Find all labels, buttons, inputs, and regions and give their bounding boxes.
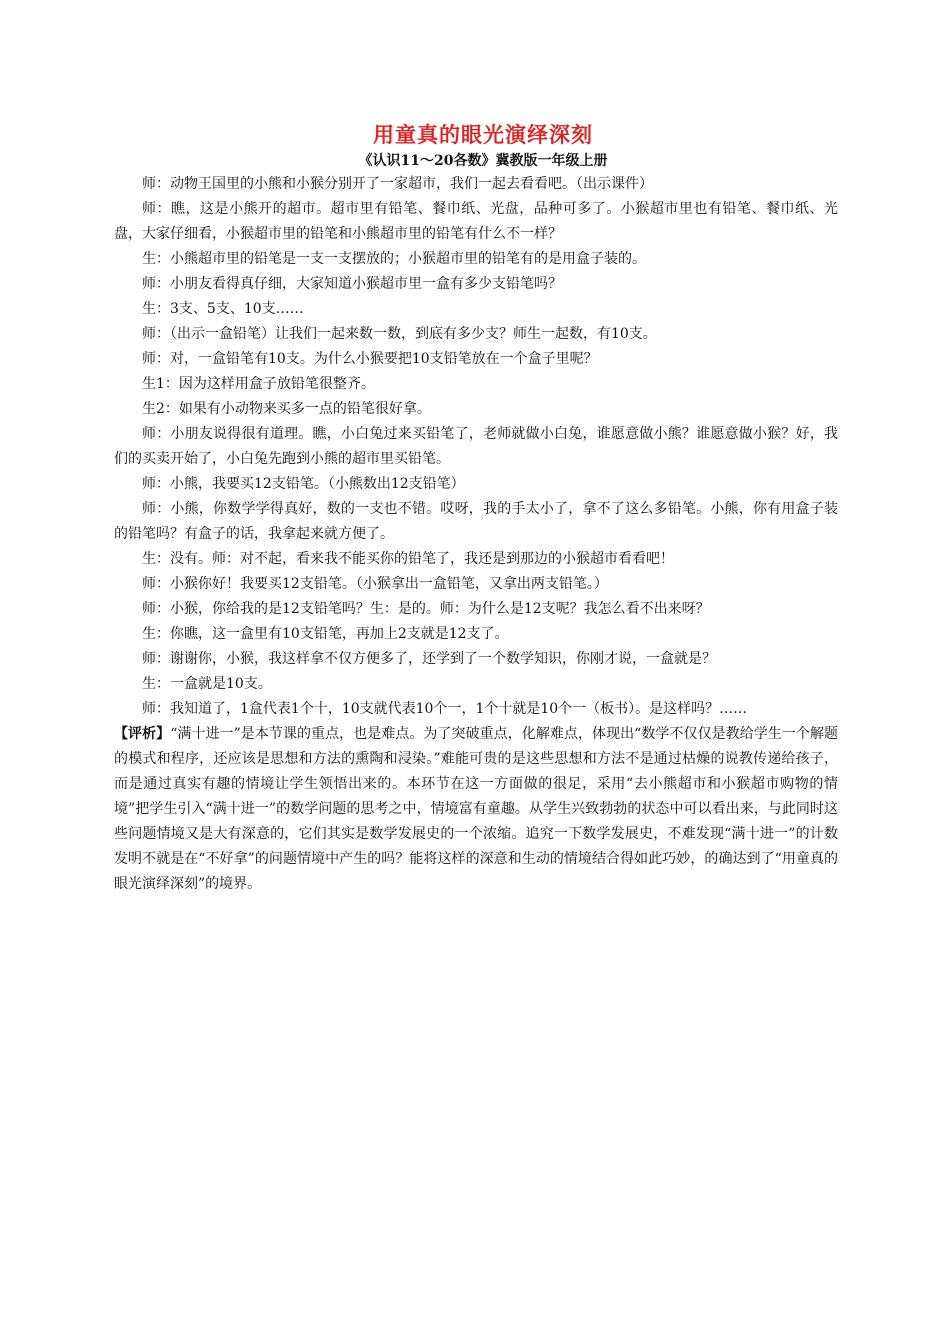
paragraph: 师：小熊，我要买12支铅笔。（小熊数出12支铅笔） [142,476,465,492]
paragraph: 师：小熊，你数学学得真好，数的一支也不错。哎呀，我的手太小了，拿不了这么多铅笔。小熊，你有用盒子装的铅笔吗？有盒子的话，我拿起来就方便了。 [114,501,838,542]
paragraph: 师：我知道了，1盒代表1个十，10支就代表10个一，1个十就是10个一（板书）。是这样吗？…… [142,701,748,717]
paragraph: 师：小猴你好！我要买12支铅笔。（小猴拿出一盒铅笔，又拿出两支铅笔。） [142,576,608,592]
paragraph: 生：一盒就是10支。 [142,676,272,692]
paragraph: 师：小猴，你给我的是12支铅笔吗？生：是的。师：为什么是12支呢？我怎么看不出来呀？ [142,601,710,617]
paragraph: 师：（出示一盒铅笔）让我们一起来数一数，到底有多少支？师生一起数，有10支。 [142,326,657,342]
paragraph: 生：3支、5支、10支…… [142,301,304,317]
paragraph: 师：对，一盒铅笔有10支。为什么小猴要把10支铅笔放在一个盒子里呢？ [142,351,598,367]
paragraph: 师：谢谢你，小猴，我这样拿不仅方便多了，还学到了一个数学知识，你刚才说，一盒就是？ [142,651,716,667]
paragraph: 生：小熊超市里的铅笔是一支一支摆放的；小猴超市里的铅笔有的是用盒子装的。 [142,251,646,267]
document-subtitle: 《认识11～20各数》冀教版一年级上册 [358,153,608,169]
commentary-tag: 【评析】 [114,726,171,742]
document-title: 用童真的眼光演绎深刻 [373,122,593,147]
paragraph: 生：你瞧，这一盒里有10支铅笔，再加上2支就是12支了。 [142,626,509,642]
paragraph: 生2：如果有小动物来买多一点的铅笔很好拿。 [142,401,431,417]
paragraph: 生：没有。师：对不起，看来我不能买你的铅笔了，我还是到那边的小猴超市看看吧！ [142,551,674,567]
commentary [114,722,838,897]
paragraph: 生1：因为这样用盒子放铅笔很整齐。 [142,376,375,392]
document-page [114,120,838,897]
paragraph: 师：小朋友看得真仔细，大家知道小猴超市里一盒有多少支铅笔吗？ [142,276,562,292]
paragraph: 师：瞧，这是小熊开的超市。超市里有铅笔、餐巾纸、光盘，品种可多了。小猴超市里也有铅笔、餐巾纸、光盘，大家仔细看，小猴超市里的铅笔和小熊超市里的铅笔有什么不一样？ [114,201,838,242]
paragraph: 师：小朋友说得很有道理。瞧，小白兔过来买铅笔了，老师就做小白兔，谁愿意做小熊？谁愿意做小猴？好，我们的买卖开始了，小白兔先跑到小熊的超市里买铅笔。 [114,426,838,467]
paragraph: 师：动物王国里的小熊和小猴分别开了一家超市，我们一起去看看吧。（出示课件） [142,176,653,192]
commentary-text: “满十进一”是本节课的重点，也是难点。为了突破重点，化解难点，体现出“数学不仅仅是教给学生一个解题的模式和程序，还应该是思想和方法的熏陶和浸染。”难能可贵的是这些思想和方法不是通过枯燥的说教传递给孩子，而是通过真实有趣的情境让学生领悟出来的。本环节在这一方面做的很足，采用“去小熊超市和小猴超市购物的情境”把学生引入“满十进一”的数学问题的思考之中，情境富有童趣。从学生兴致勃勃的状态中可以看出来，与此同时这些问题情境又是大有深意的，它们其实是数学发展史的一个浓缩。追究一下数学发展史，不难发现“满十进一”的计数发明不就是在“不好拿”的问题情境中产生的吗？能将这样的深意和生动的情境结合得如此巧妙，的确达到了“用童真的眼光演绎深刻”的境界。 [114,726,838,892]
dialogue-body [114,172,838,722]
